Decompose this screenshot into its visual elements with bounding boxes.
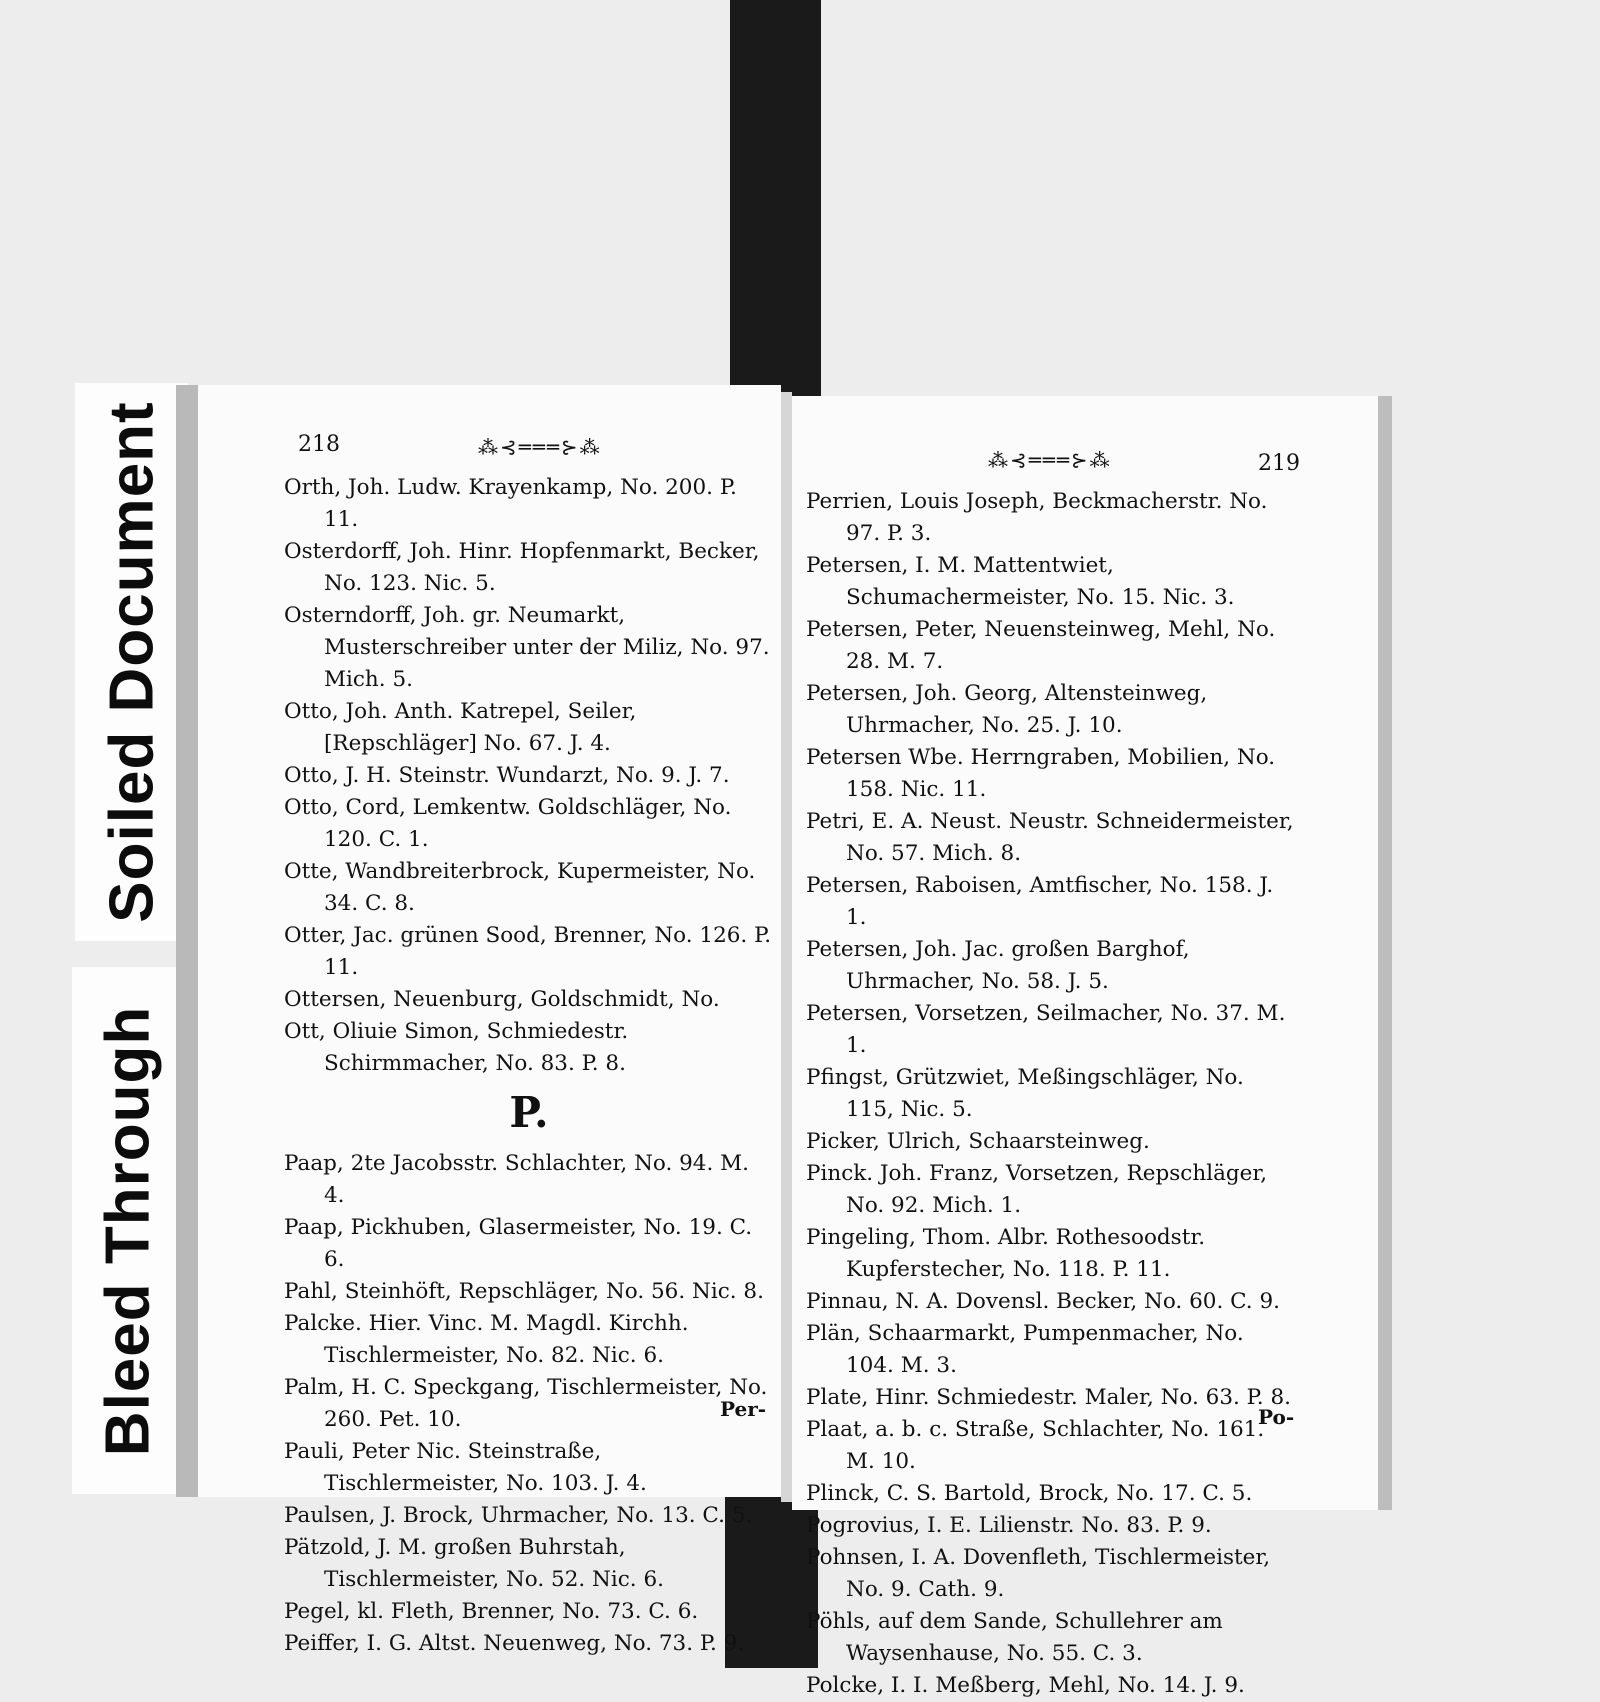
directory-entry: Otter, Jac. grünen Sood, Brenner, No. 126. P. 11. — [284, 923, 772, 980]
directory-entry: Petersen, Joh. Jac. großen Barghof, Uhrmacher, No. 58. J. 5. — [806, 937, 1190, 994]
directory-entry: Pogrovius, I. E. Lilienstr. No. 83. P. 9. — [806, 1513, 1212, 1538]
directory-entry: Peiffer, I. G. Altst. Neuenweg, No. 73. P. 9. — [284, 1631, 745, 1656]
directory-entry: Paap, Pickhuben, Glasermeister, No. 19. C. 6. — [284, 1215, 753, 1272]
directory-entry: Picker, Ulrich, Schaarsteinweg. — [806, 1129, 1150, 1154]
directory-entry: Pätzold, J. M. großen Buhrstah, Tischlermeister, No. 52. Nic. 6. — [284, 1535, 664, 1592]
directory-entry: Petri, E. A. Neust. Neustr. Schneidermeister, No. 57. Mich. 8. — [806, 809, 1294, 866]
directory-entry: Petersen, Joh. Georg, Altensteinweg, Uhrmacher, No. 25. J. 10. — [806, 681, 1208, 738]
directory-entry: Petersen, Raboisen, Amtfischer, No. 158. J. 1. — [806, 873, 1274, 930]
right-header-ornament: ⁂⊰═══⊱⁂ — [988, 448, 1112, 472]
directory-entry: Paulsen, J. Brock, Uhrmacher, No. 13. C. 5. — [284, 1503, 753, 1528]
directory-entry: Ottersen, Neuenburg, Goldschmidt, No. — [284, 987, 720, 1012]
directory-entry: Petersen, Peter, Neuensteinweg, Mehl, No. 28. M. 7. — [806, 617, 1276, 674]
directory-entry: Pauli, Peter Nic. Steinstraße, Tischlermeister, No. 103. J. 4. — [284, 1439, 647, 1496]
directory-entry: Palcke. Hier. Vinc. M. Magdl. Kirchh. Tischlermeister, No. 82. Nic. 6. — [284, 1311, 689, 1368]
bleed-through-text: Bleed Through — [93, 1005, 163, 1456]
directory-entry: Plän, Schaarmarkt, Pumpenmacher, No. 104. M. 3. — [806, 1321, 1244, 1378]
directory-entry: Pohnsen, I. A. Dovenfleth, Tischlermeister, No. 9. Cath. 9. — [806, 1545, 1271, 1602]
directory-entry: Otto, Joh. Anth. Katrepel, Seiler, [Repschläger] No. 67. J. 4. — [284, 699, 637, 756]
right-catchword: Po- — [1258, 1405, 1295, 1429]
page-gutter — [781, 392, 792, 1502]
left-entries-after — [284, 1148, 774, 1660]
directory-entry: Perrien, Louis Joseph, Beckmacherstr. No. 97. P. 3. — [806, 489, 1268, 546]
directory-entry: Plate, Hinr. Schmiedestr. Maler, No. 63. P. 8. — [806, 1385, 1291, 1410]
directory-entry: Osterdorff, Joh. Hinr. Hopfenmarkt, Becker, No. 123. Nic. 5. — [284, 539, 760, 596]
directory-entry: Petersen, I. M. Mattentwiet, Schumachermeister, No. 15. Nic. 3. — [806, 553, 1235, 610]
soiled-document-text: Soiled Document — [97, 401, 166, 923]
directory-entry: Osterndorff, Joh. gr. Neumarkt, Musterschreiber unter der Miliz, No. 97. Mich. 5. — [284, 603, 770, 692]
directory-entry: Plinck, C. S. Bartold, Brock, No. 17. C. 5. — [806, 1481, 1253, 1506]
directory-entry: Pingeling, Thom. Albr. Rothesoodstr. Kupferstecher, No. 118. P. 11. — [806, 1225, 1206, 1282]
directory-entry: Otto, J. H. Steinstr. Wundarzt, No. 9. J. 7. — [284, 763, 730, 788]
directory-entry: Pinck. Joh. Franz, Vorsetzen, Repschläger, No. 92. Mich. 1. — [806, 1161, 1268, 1218]
directory-entry: Pfingst, Grützwiet, Meßingschläger, No. 115, Nic. 5. — [806, 1065, 1244, 1122]
directory-entry: Otto, Cord, Lemkentw. Goldschläger, No. 120. C. 1. — [284, 795, 732, 852]
right-page-number: 219 — [1258, 451, 1300, 476]
directory-entry: Otte, Wandbreiterbrock, Kupermeister, No. 34. C. 8. — [284, 859, 756, 916]
right-entry-list — [806, 486, 1294, 1702]
directory-entry: Petersen Wbe. Herrngraben, Mobilien, No. 158. Nic. 11. — [806, 745, 1276, 802]
directory-entry: Pöhls, auf dem Sande, Schullehrer am Waysenhause, No. 55. C. 3. — [806, 1609, 1223, 1666]
directory-entry: Pahl, Steinhöft, Repschläger, No. 56. Nic. 8. — [284, 1279, 764, 1304]
directory-entry: Pegel, kl. Fleth, Brenner, No. 73. C. 6. — [284, 1599, 699, 1624]
soiled-document-label — [75, 383, 188, 941]
directory-entry: Orth, Joh. Ludw. Krayenkamp, No. 200. P. 11. — [284, 475, 737, 532]
directory-entry: Plaat, a. b. c. Straße, Schlachter, No. 161. M. 10. — [806, 1417, 1265, 1474]
left-header-ornament: ⁂⊰═══⊱⁂ — [478, 435, 602, 459]
directory-entry: Paap, 2te Jacobsstr. Schlachter, No. 94. M. 4. — [284, 1151, 749, 1208]
directory-entry: Petersen, Vorsetzen, Seilmacher, No. 37. M. 1. — [806, 1001, 1286, 1058]
directory-entry: Ott, Oliuie Simon, Schmiedestr. Schirmmacher, No. 83. P. 8. — [284, 1019, 629, 1076]
directory-entry: Pinnau, N. A. Dovensl. Becker, No. 60. C. 9. — [806, 1289, 1280, 1314]
left-entry-list — [284, 472, 774, 1660]
bleed-through-label — [72, 967, 184, 1494]
section-letter-heading: P. — [509, 1088, 549, 1137]
left-page-number: 218 — [298, 432, 340, 457]
left-entries-before — [284, 472, 774, 1080]
directory-entry: Palm, H. C. Speckgang, Tischlermeister, No. 260. Pet. 10. — [284, 1375, 768, 1432]
directory-entry: Polcke, I. I. Meßberg, Mehl, No. 14. J. 9. — [806, 1673, 1245, 1698]
left-catchword: Per- — [720, 1397, 767, 1421]
binding-spine-top — [730, 0, 821, 398]
